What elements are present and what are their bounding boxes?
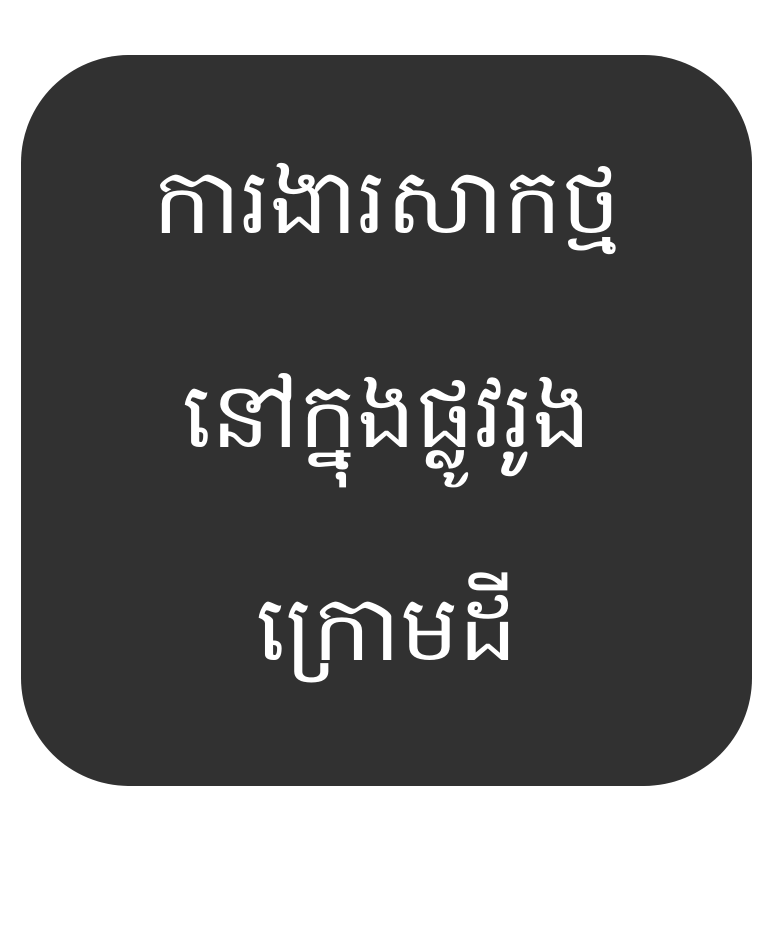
title-line-3: ក្រោមដី: [256, 575, 517, 683]
title-line-2: នៅក្នុងផ្លូវរូង: [182, 361, 591, 469]
title-card: [21, 55, 752, 786]
title-line-1: ការងារសាកថ្ម: [152, 148, 621, 256]
